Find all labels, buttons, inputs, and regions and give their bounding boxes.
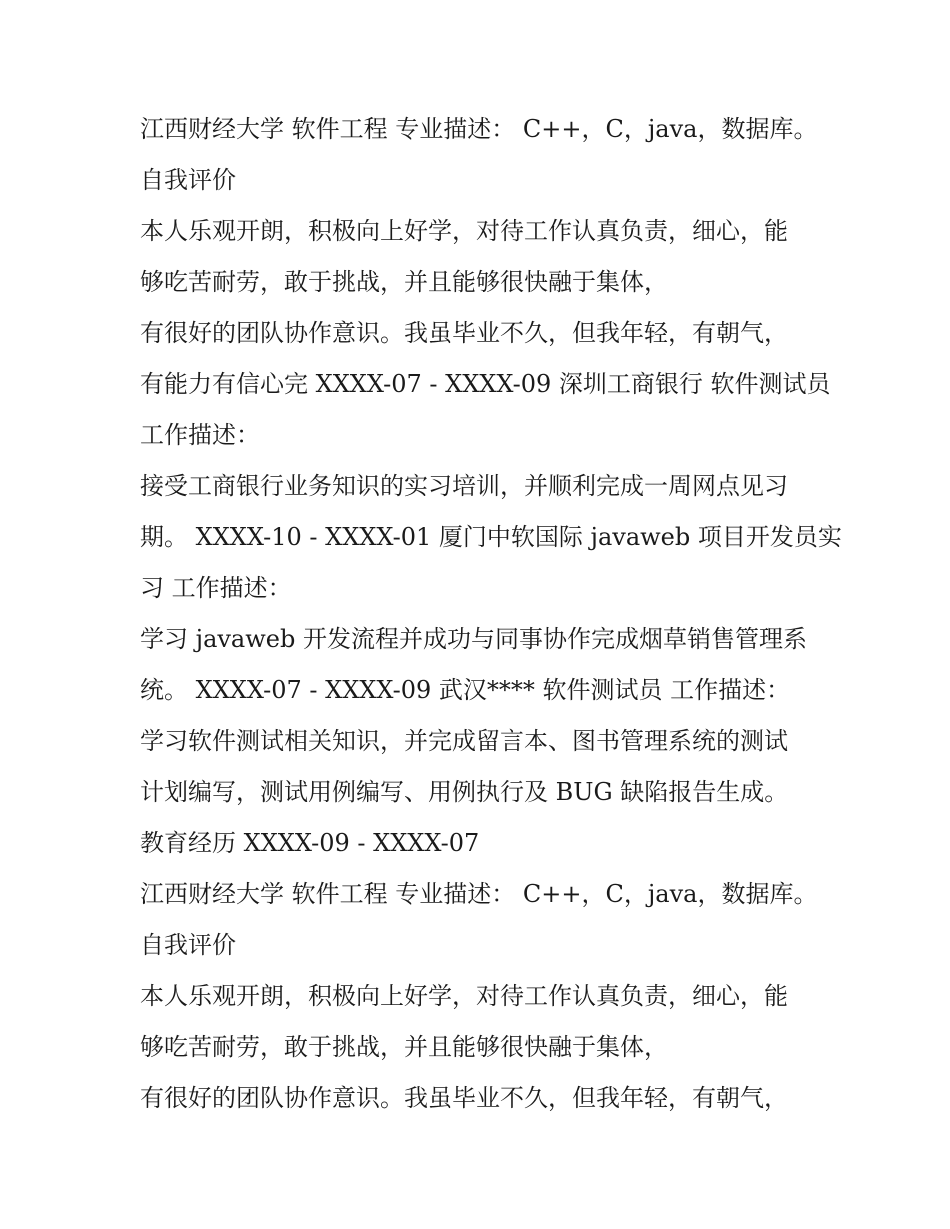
section-heading: 自我评价 [140, 166, 236, 194]
text-line: 够吃苦耐劳，敢于挑战，并且能够很快融于集体， [140, 268, 668, 296]
text-line: 本人乐观开朗，积极向上好学，对待工作认真负责，细心，能 [140, 982, 788, 1010]
text-line: 江西财经大学 软件工程 专业描述： C++，C，java，数据库。 [140, 115, 818, 143]
text-line: 接受工商银行业务知识的实习培训，并顺利完成一周网点见习 [140, 472, 788, 500]
text-line: 期。 XXXX-10 - XXXX-01 厦门中软国际 javaweb 项目开发员实 [140, 523, 842, 551]
section-heading: 教育经历 XXXX-09 - XXXX-07 [140, 829, 480, 857]
text-line: 习 工作描述： [140, 574, 292, 602]
text-line: 有很好的团队协作意识。我虽毕业不久，但我年轻，有朝气， [140, 1084, 788, 1112]
text-line: 统。 XXXX-07 - XXXX-09 武汉**** 软件测试员 工作描述： [140, 676, 791, 704]
document-body [140, 104, 842, 1124]
text-line: 计划编写，测试用例编写、用例执行及 BUG 缺陷报告生成。 [140, 778, 789, 806]
text-line: 江西财经大学 软件工程 专业描述： C++，C，java，数据库。 [140, 880, 818, 908]
text-line: 有很好的团队协作意识。我虽毕业不久，但我年轻，有朝气， [140, 319, 788, 347]
text-line: 本人乐观开朗，积极向上好学，对待工作认真负责，细心，能 [140, 217, 788, 245]
text-line: 学习软件测试相关知识，并完成留言本、图书管理系统的测试 [140, 727, 788, 755]
text-line: 学习 javaweb 开发流程并成功与同事协作完成烟草销售管理系 [140, 625, 807, 653]
text-line: 够吃苦耐劳，敢于挑战，并且能够很快融于集体， [140, 1033, 668, 1061]
section-heading: 自我评价 [140, 931, 236, 959]
text-line: 工作描述： [140, 421, 260, 449]
text-line: 有能力有信心完 XXXX-07 - XXXX-09 深圳工商银行 软件测试员 [140, 370, 831, 398]
